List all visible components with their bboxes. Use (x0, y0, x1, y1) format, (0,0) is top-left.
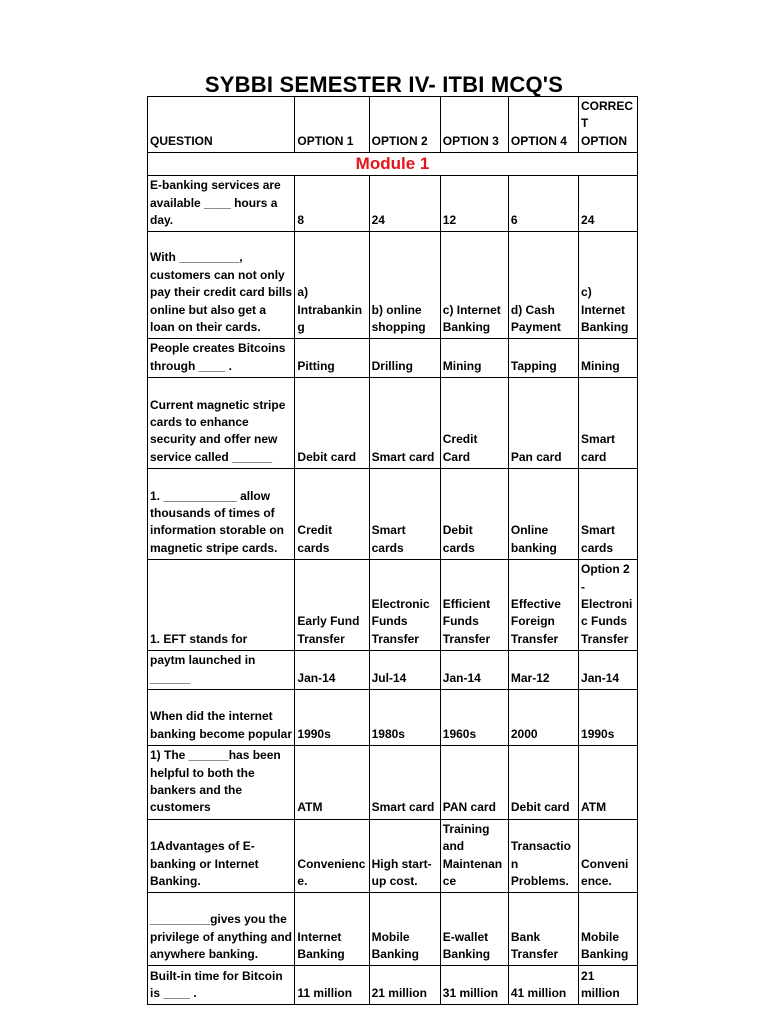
question-row (148, 690, 638, 746)
cell-option-4: Online banking (508, 469, 578, 560)
cell-question: E-banking services are available ____ hours a day. (148, 176, 295, 232)
cell-option-1: a) Intrabanking (295, 232, 369, 339)
cell-option-3: Training and Maintenance (440, 819, 508, 893)
cell-correct-option: Option 2 - Electronic Funds Transfer (579, 560, 638, 651)
cell-option-4: Transaction Problems. (508, 819, 578, 893)
question-row (148, 966, 638, 1005)
document-title: SYBBI SEMESTER IV- ITBI MCQ'S (204, 72, 564, 97)
cell-correct-option: 1990s (579, 690, 638, 746)
cell-option-1: Internet Banking (295, 893, 369, 966)
cell-option-1: 8 (295, 176, 369, 232)
cell-option-2: Mobile Banking (369, 893, 440, 966)
cell-question: paytm launched in ______ (148, 651, 295, 690)
cell-option-3: 1960s (440, 690, 508, 746)
cell-correct-option: Mining (579, 339, 638, 378)
header-option-2: OPTION 2 (369, 97, 440, 153)
cell-correct-option: 21 million (579, 966, 638, 1005)
cell-option-2: Drilling (369, 339, 440, 378)
question-row (148, 339, 638, 378)
cell-question: With _________, customers can not only pay their credit card bills online but also get a loan on their cards. (148, 232, 295, 339)
module-row (148, 153, 638, 176)
header-row (148, 97, 638, 153)
cell-option-2: b) online shopping (369, 232, 440, 339)
cell-option-2: High start-up cost. (369, 819, 440, 893)
cell-option-1: ATM (295, 746, 369, 820)
cell-option-1: Early Fund Transfer (295, 560, 369, 651)
cell-option-4: 41 million (508, 966, 578, 1005)
cell-correct-option: Smart card (579, 378, 638, 469)
header-question: QUESTION (148, 97, 295, 153)
cell-option-3: 31 million (440, 966, 508, 1005)
cell-option-3: E-wallet Banking (440, 893, 508, 966)
cell-question: When did the internet banking become popular (148, 690, 295, 746)
header-option-3: OPTION 3 (440, 97, 508, 153)
mcq-table (147, 96, 638, 1005)
question-row (148, 746, 638, 820)
cell-correct-option: Mobile Banking (579, 893, 638, 966)
question-row (148, 819, 638, 893)
cell-option-4: Debit card (508, 746, 578, 820)
cell-option-2: Smart cards (369, 469, 440, 560)
question-row (148, 378, 638, 469)
cell-option-3: 12 (440, 176, 508, 232)
cell-option-4: 2000 (508, 690, 578, 746)
cell-question: People creates Bitcoins through ____ . (148, 339, 295, 378)
cell-option-2: 24 (369, 176, 440, 232)
cell-option-1: Credit cards (295, 469, 369, 560)
cell-correct-option: Convenience. (579, 819, 638, 893)
cell-option-4: Effective Foreign Transfer (508, 560, 578, 651)
cell-option-4: 6 (508, 176, 578, 232)
cell-question: 1. ___________ allow thousands of times of information storable on magnetic stripe cards. (148, 469, 295, 560)
cell-option-2: Electronic Funds Transfer (369, 560, 440, 651)
cell-option-1: Debit card (295, 378, 369, 469)
cell-correct-option: ATM (579, 746, 638, 820)
cell-option-4: Bank Transfer (508, 893, 578, 966)
cell-correct-option: Jan-14 (579, 651, 638, 690)
cell-option-3: Mining (440, 339, 508, 378)
cell-option-1: Jan-14 (295, 651, 369, 690)
cell-correct-option: Smart cards (579, 469, 638, 560)
cell-option-4: Tapping (508, 339, 578, 378)
cell-option-3: Credit Card (440, 378, 508, 469)
cell-option-3: Debit cards (440, 469, 508, 560)
cell-question: _________gives you the privilege of anything and anywhere banking. (148, 893, 295, 966)
cell-option-3: Jan-14 (440, 651, 508, 690)
cell-option-4: Pan card (508, 378, 578, 469)
cell-question: 1. EFT stands for (148, 560, 295, 651)
cell-option-1: 11 million (295, 966, 369, 1005)
cell-option-2: Jul-14 (369, 651, 440, 690)
cell-option-1: Pitting (295, 339, 369, 378)
question-row (148, 176, 638, 232)
cell-option-4: Mar-12 (508, 651, 578, 690)
cell-question: 1Advantages of E-banking or Internet Banking. (148, 819, 295, 893)
cell-correct-option: 24 (579, 176, 638, 232)
header-correct-option: CORRECT OPTION (579, 97, 638, 153)
header-option-1: OPTION 1 (295, 97, 369, 153)
question-row (148, 893, 638, 966)
cell-option-2: 21 million (369, 966, 440, 1005)
cell-option-2: Smart card (369, 378, 440, 469)
cell-option-3: c) Internet Banking (440, 232, 508, 339)
cell-correct-option: c) Internet Banking (579, 232, 638, 339)
question-row (148, 560, 638, 651)
cell-option-2: Smart card (369, 746, 440, 820)
cell-question: Current magnetic stripe cards to enhance security and offer new service called ______ (148, 378, 295, 469)
cell-option-1: 1990s (295, 690, 369, 746)
question-row (148, 232, 638, 339)
cell-question: 1) The ______has been helpful to both the bankers and the customers (148, 746, 295, 820)
cell-option-1: Convenience. (295, 819, 369, 893)
cell-option-3: PAN card (440, 746, 508, 820)
cell-option-4: d) Cash Payment (508, 232, 578, 339)
cell-option-2: 1980s (369, 690, 440, 746)
cell-question: Built-in time for Bitcoin is ____ . (148, 966, 295, 1005)
question-row (148, 651, 638, 690)
header-option-4: OPTION 4 (508, 97, 578, 153)
module-label: Module 1 (148, 153, 638, 176)
cell-option-3: Efficient Funds Transfer (440, 560, 508, 651)
question-row (148, 469, 638, 560)
